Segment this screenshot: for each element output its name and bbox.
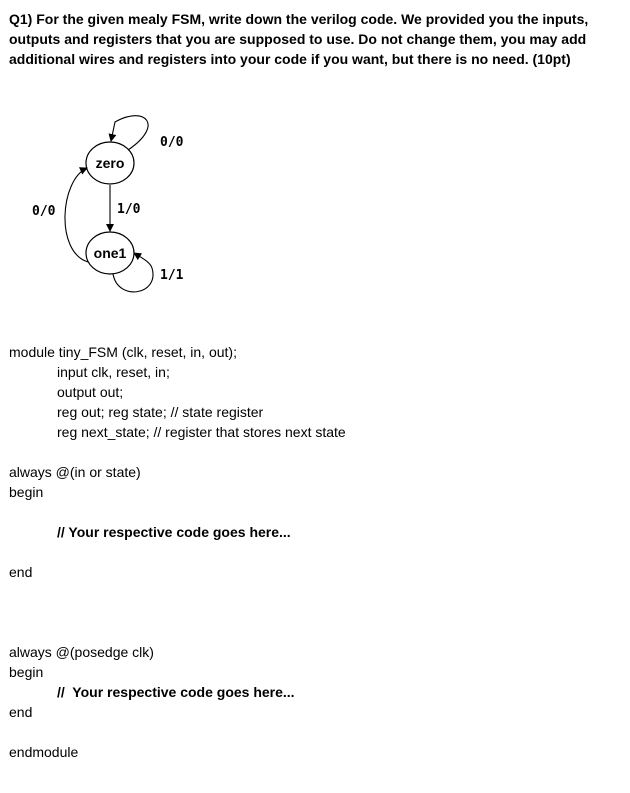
state-one1-label: one1 [93,245,127,261]
always-block-1-header: always @(in or state) [9,464,141,480]
code-placeholder-1: // Your respective code goes here... [57,524,291,540]
code-placeholder-2: // Your respective code goes here... [57,684,295,700]
question-text: Q1) For the given mealy FSM, write down the verilog code. We provided you the inputs, outputs and registers that you are supposed to use. Do not change them, you may add additional wires and registers into your code if you want, but there is no need. (10pt) [9,11,589,67]
begin-2: begin [9,664,44,680]
input-declaration: input clk, reset, in; [57,364,170,380]
next-state-declaration: reg next_state; // register that stores next state [57,424,346,440]
output-declaration: output out; [57,384,124,400]
endmodule: endmodule [9,744,79,760]
label-one1-self: 1/1 [160,268,184,283]
reg-declaration: reg out; reg state; // state register [57,404,264,420]
end-2: end [9,704,33,720]
label-zero-to-one1: 1/0 [117,202,141,217]
label-zero-self: 0/0 [160,135,184,150]
always-block-2-header: always @(posedge clk) [9,644,154,660]
one1-to-zero-arrow [65,168,88,262]
module-declaration: module tiny_FSM (clk, reset, in, out); [9,344,237,360]
label-one1-to-zero: 0/0 [32,204,56,219]
state-zero-label: zero [95,155,125,171]
begin-1: begin [9,484,44,500]
end-1: end [9,564,33,580]
